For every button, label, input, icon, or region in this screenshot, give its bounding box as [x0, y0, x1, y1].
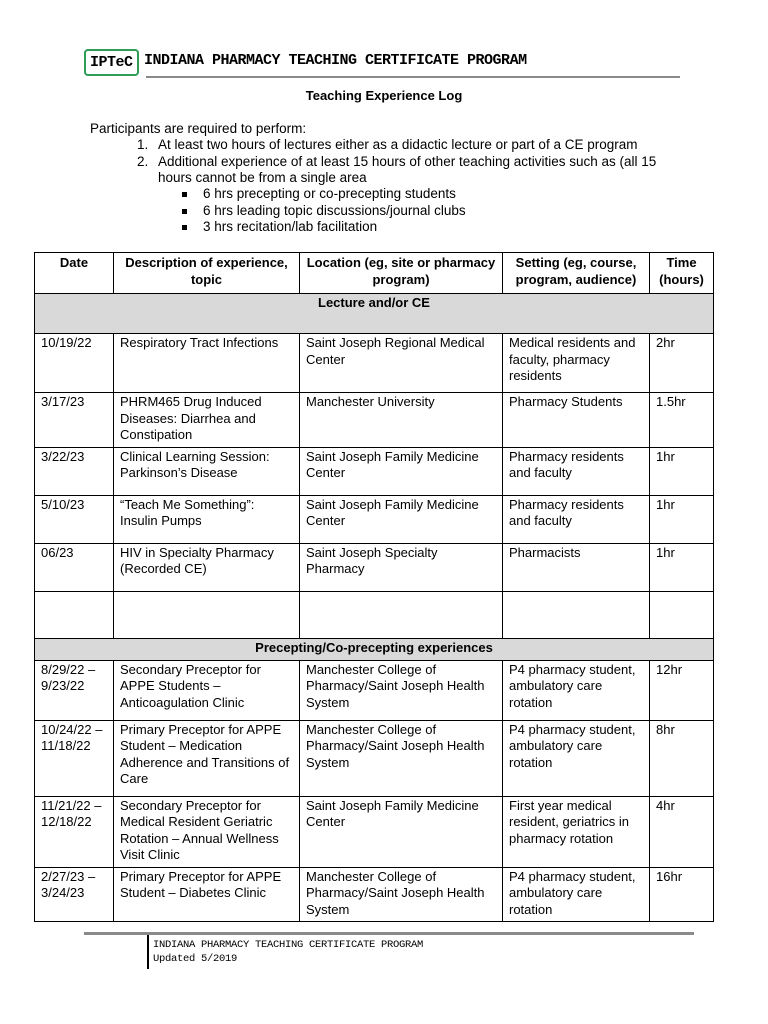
cell-setting: First year medical resident, geriatrics in pharmacy rotation [503, 796, 650, 867]
cell-description: HIV in Specialty Pharmacy (Recorded CE) [114, 543, 300, 591]
cell-location: Manchester University [300, 393, 503, 448]
requirement-number: 1. [137, 137, 149, 152]
requirement-number: 2. [137, 153, 149, 169]
empty-table-row [35, 591, 714, 638]
table-row [35, 495, 714, 543]
header-date: Date [35, 253, 114, 294]
section-title: Lecture and/or CE [35, 294, 714, 334]
cell-description: Primary Preceptor for APPE Student – Medication Adherence and Transitions of Care [114, 720, 300, 796]
cell-time: 4hr [650, 796, 714, 867]
header-setting: Setting (eg, course, program, audience) [503, 253, 650, 294]
cell-date: 3/22/23 [35, 447, 114, 495]
footer-text [153, 938, 423, 966]
cell-description: PHRM465 Drug Induced Diseases: Diarrhea and Constipation [114, 393, 300, 448]
table-row [35, 447, 714, 495]
cell-setting: Pharmacy residents and faculty [503, 495, 650, 543]
cell-setting: Medical residents and faculty, pharmacy residents [503, 334, 650, 393]
cell-description: Respiratory Tract Infections [114, 334, 300, 393]
cell-time: 1hr [650, 495, 714, 543]
activity-bullets [180, 186, 466, 236]
cell-location: Saint Joseph Family Medicine Center [300, 447, 503, 495]
cell-description: Secondary Preceptor for Medical Resident Geriatric Rotation – Annual Wellness Visit Clinic [114, 796, 300, 867]
table-row [35, 543, 714, 591]
header-location: Location (eg, site or pharmacy program) [300, 253, 503, 294]
cell-location: Manchester College of Pharmacy/Saint Joseph Health System [300, 867, 503, 922]
cell-date: 3/17/23 [35, 393, 114, 448]
footer-program-name: INDIANA PHARMACY TEACHING CERTIFICATE PROGRAM [153, 939, 424, 951]
cell-date: 2/27/23 – 3/24/23 [35, 867, 114, 922]
cell-setting: P4 pharmacy student, ambulatory care rotation [503, 867, 650, 922]
cell-time: 1hr [650, 543, 714, 591]
table-row [35, 393, 714, 448]
footer-rule [84, 932, 694, 935]
header-rule [146, 76, 680, 78]
cell-setting: Pharmacy residents and faculty [503, 447, 650, 495]
cell-location: Saint Joseph Family Medicine Center [300, 495, 503, 543]
cell-date: 8/29/22 – 9/23/22 [35, 660, 114, 720]
cell-time [650, 591, 714, 638]
cell-description: Clinical Learning Session: Parkinson’s Disease [114, 447, 300, 495]
bullet-item: 3 hrs recitation/lab facilitation [180, 219, 466, 236]
cell-location: Saint Joseph Specialty Pharmacy [300, 543, 503, 591]
table-row [35, 660, 714, 720]
cell-location: Manchester College of Pharmacy/Saint Joseph Health System [300, 720, 503, 796]
requirements-intro: Participants are required to perform: [90, 121, 307, 136]
cell-date: 11/21/22 – 12/18/22 [35, 796, 114, 867]
requirement-item [137, 154, 677, 187]
cell-time: 2hr [650, 334, 714, 393]
requirement-text: Additional experience of at least 15 hours of other teaching activities such as (all 15 hours cannot be from a single area [158, 153, 657, 185]
iptec-logo: IPTeC [84, 49, 139, 76]
requirement-text: At least two hours of lectures either as a didactic lecture or part of a CE program [158, 137, 638, 152]
cell-setting: Pharmacists [503, 543, 650, 591]
cell-time: 1hr [650, 447, 714, 495]
table-header-row [35, 253, 714, 294]
program-title: INDIANA PHARMACY TEACHING CERTIFICATE PROGRAM [144, 52, 527, 69]
bullet-item: 6 hrs leading topic discussions/journal clubs [180, 203, 466, 220]
page-title: Teaching Experience Log [305, 88, 463, 103]
cell-time: 8hr [650, 720, 714, 796]
cell-setting: P4 pharmacy student, ambulatory care rotation [503, 660, 650, 720]
bullet-item: 6 hrs precepting or co-precepting students [180, 186, 466, 203]
cell-description: “Teach Me Something”: Insulin Pumps [114, 495, 300, 543]
cell-location: Saint Joseph Regional Medical Center [300, 334, 503, 393]
cell-date [35, 591, 114, 638]
table-row [35, 720, 714, 796]
cell-date: 10/19/22 [35, 334, 114, 393]
cell-time: 12hr [650, 660, 714, 720]
header-description: Description of experience, topic [114, 253, 300, 294]
section-row [35, 638, 714, 660]
cell-time: 1.5hr [650, 393, 714, 448]
cell-setting: Pharmacy Students [503, 393, 650, 448]
document-footer [84, 932, 696, 972]
cell-date: 06/23 [35, 543, 114, 591]
cell-description: Primary Preceptor for APPE Student – Diabetes Clinic [114, 867, 300, 922]
footer-updated: Updated 5/2019 [153, 953, 238, 965]
cell-location: Manchester College of Pharmacy/Saint Joseph Health System [300, 660, 503, 720]
document-header [84, 49, 684, 83]
cell-location: Saint Joseph Family Medicine Center [300, 796, 503, 867]
cell-time: 16hr [650, 867, 714, 922]
footer-divider [147, 935, 149, 969]
requirement-item [137, 137, 677, 154]
cell-date: 10/24/22 – 11/18/22 [35, 720, 114, 796]
cell-description: Secondary Preceptor for APPE Students – Anticoagulation Clinic [114, 660, 300, 720]
section-row [35, 294, 714, 334]
teaching-log-table [34, 252, 714, 922]
cell-location [300, 591, 503, 638]
cell-date: 5/10/23 [35, 495, 114, 543]
table-row [35, 334, 714, 393]
requirements-list [137, 137, 677, 187]
table-row [35, 796, 714, 867]
cell-description [114, 591, 300, 638]
header-time: Time (hours) [650, 253, 714, 294]
section-title: Precepting/Co-precepting experiences [35, 638, 714, 660]
table-row [35, 867, 714, 922]
cell-setting: P4 pharmacy student, ambulatory care rotation [503, 720, 650, 796]
cell-setting [503, 591, 650, 638]
